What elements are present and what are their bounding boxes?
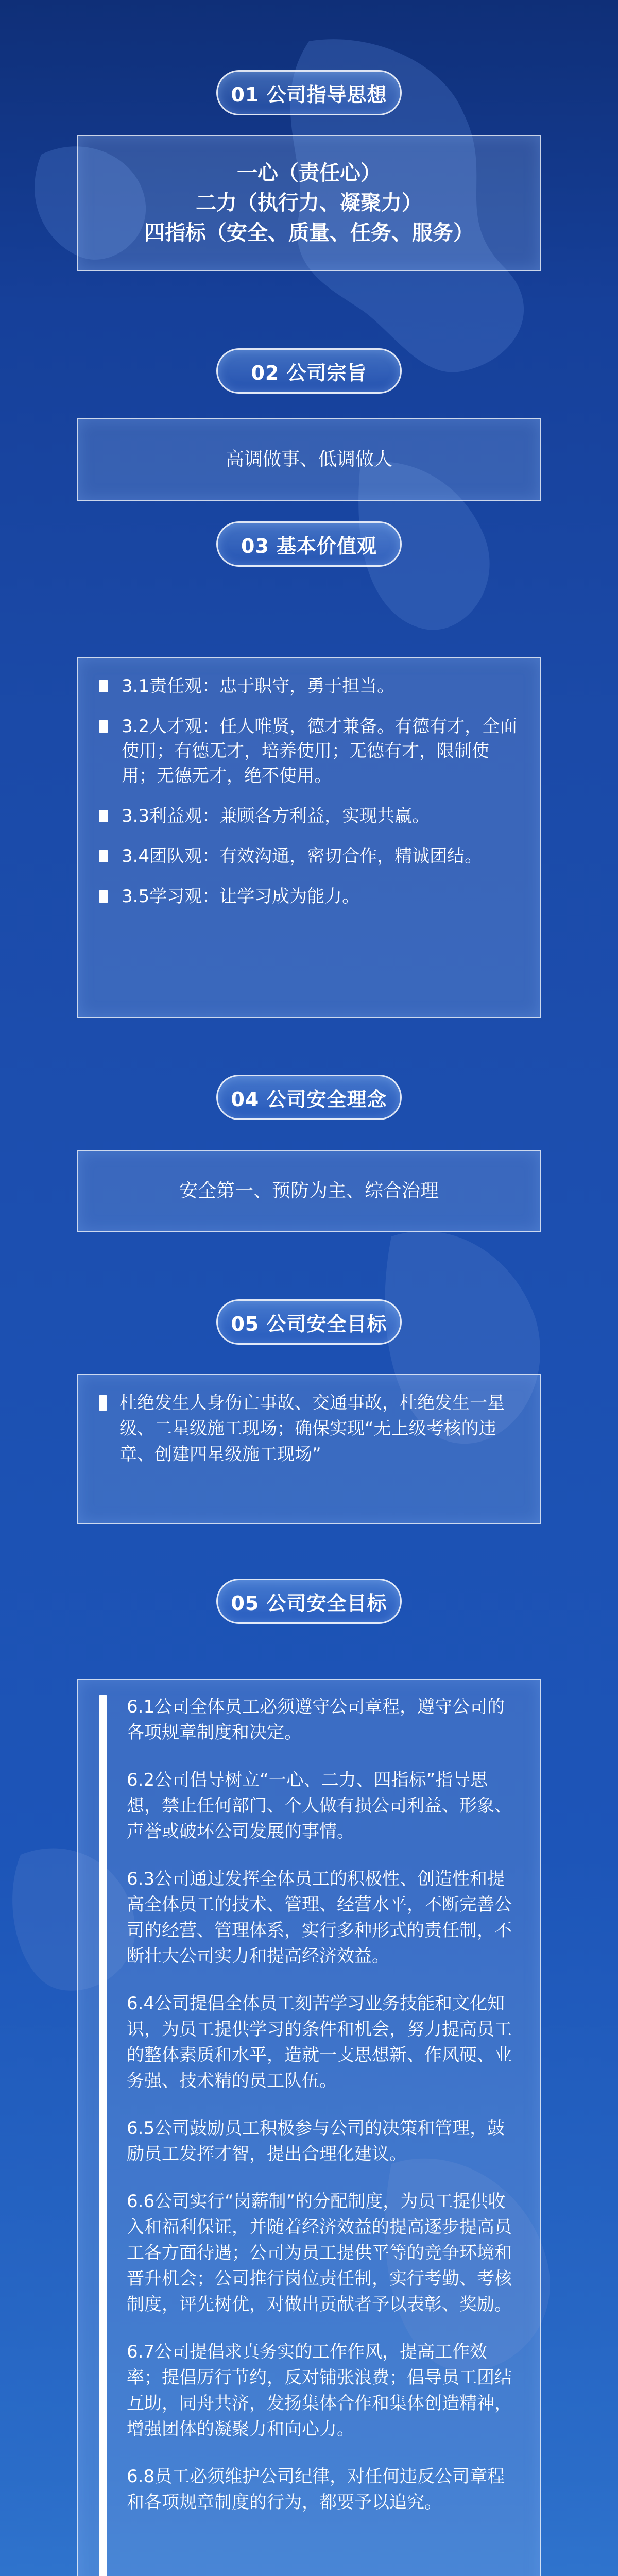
side-bar-decoration	[99, 1695, 107, 2576]
list-item: 3.2人才观：任人唯贤，德才兼备。有德有才，全面使用；有德无才，培养使用；无德有才，限制使用；无德无才，绝不使用。	[99, 714, 519, 788]
guiding-thought-line-3: 四指标（安全、质量、任务、服务）	[144, 221, 474, 245]
guiding-thought-box	[77, 135, 541, 271]
section-title-core-values: 03 基本价值观	[216, 521, 402, 567]
section-title-guiding-thought: 01 公司指导思想	[216, 70, 402, 115]
safety-philosophy-box	[77, 1150, 541, 1232]
list-item: 6.3公司通过发挥全体员工的积极性、创造性和提高全体员工的技术、管理、经营水平，不断完善公司的经营、管理体系，实行多种形式的责任制，不断壮大公司实力和提高经济效益。	[127, 1869, 512, 1967]
list-item: 6.6公司实行“岗薪制”的分配制度，为员工提供收入和福利保证，并随着经济效益的提高逐步提高员工各方面待遇；公司为员工提供平等的竞争环境和晋升机会；公司推行岗位责任制，实行考勤、考核制度，评先树优，对做出贡献者予以表彰、奖励。	[127, 2191, 512, 2315]
section-title-purpose: 02 公司宗旨	[216, 348, 402, 394]
list-item: 3.3利益观：兼顾各方利益，实现共赢。	[99, 804, 519, 828]
bullet-marker	[99, 1395, 107, 1411]
list-item: 3.1责任观：忠于职守，勇于担当。	[99, 674, 519, 699]
list-item: 3.4团队观：有效沟通，密切合作，精诚团结。	[99, 844, 519, 869]
purpose-line: 高调做事、低调做人	[225, 449, 392, 470]
regulations-box	[77, 1679, 541, 2576]
core-values-list	[99, 674, 519, 924]
list-item: 6.7公司提倡求真务实的工作作风，提高工作效率；提倡厉行节约，反对铺张浪费；倡导员工团结互助，同舟共济，发扬集体合作和集体创造精神，增强团体的凝聚力和向心力。	[127, 2342, 512, 2439]
list-item: 3.5学习观：让学习成为能力。	[99, 884, 519, 909]
safety-goals-text: 杜绝发生人身伤亡事故、交通事故，杜绝发生一星级、二星级施工现场；确保实现“无上级考核的违章、创建四星级施工现场”	[119, 1393, 505, 1465]
list-item: 6.2公司倡导树立“一心、二力、四指标”指导思想，禁止任何部门、个人做有损公司利益、形象、声誉或破坏公司发展的事情。	[127, 1770, 512, 1842]
section-title-safety-goals-2: 05 公司安全目标	[216, 1579, 402, 1624]
guiding-thought-line-2: 二力（执行力、凝聚力）	[196, 191, 422, 215]
regulations-list	[127, 1694, 519, 2515]
list-item: 6.8员工必须维护公司纪律，对任何违反公司章程和各项规章制度的行为，都要予以追究。	[127, 2466, 505, 2513]
purpose-box	[77, 418, 541, 501]
section-title-safety-philosophy: 04 公司安全理念	[216, 1075, 402, 1120]
safety-goals-box	[77, 1374, 541, 1524]
safety-philosophy-line: 安全第一、预防为主、综合治理	[179, 1180, 439, 1201]
list-item: 6.5公司鼓励员工积极参与公司的决策和管理，鼓励员工发挥才智，提出合理化建议。	[127, 2118, 505, 2164]
guiding-thought-line-1: 一心（责任心）	[237, 161, 381, 185]
list-item: 6.4公司提倡全体员工刻苦学习业务技能和文化知识，为员工提供学习的条件和机会，努力提高员工的整体素质和水平，造就一支思想新、作风硬、业务强、技术精的员工队伍。	[127, 1993, 512, 2091]
list-item: 6.1公司全体员工必须遵守公司章程，遵守公司的各项规章制度和决定。	[127, 1697, 505, 1743]
section-title-safety-goals: 05 公司安全目标	[216, 1299, 402, 1345]
core-values-box	[77, 657, 541, 1018]
